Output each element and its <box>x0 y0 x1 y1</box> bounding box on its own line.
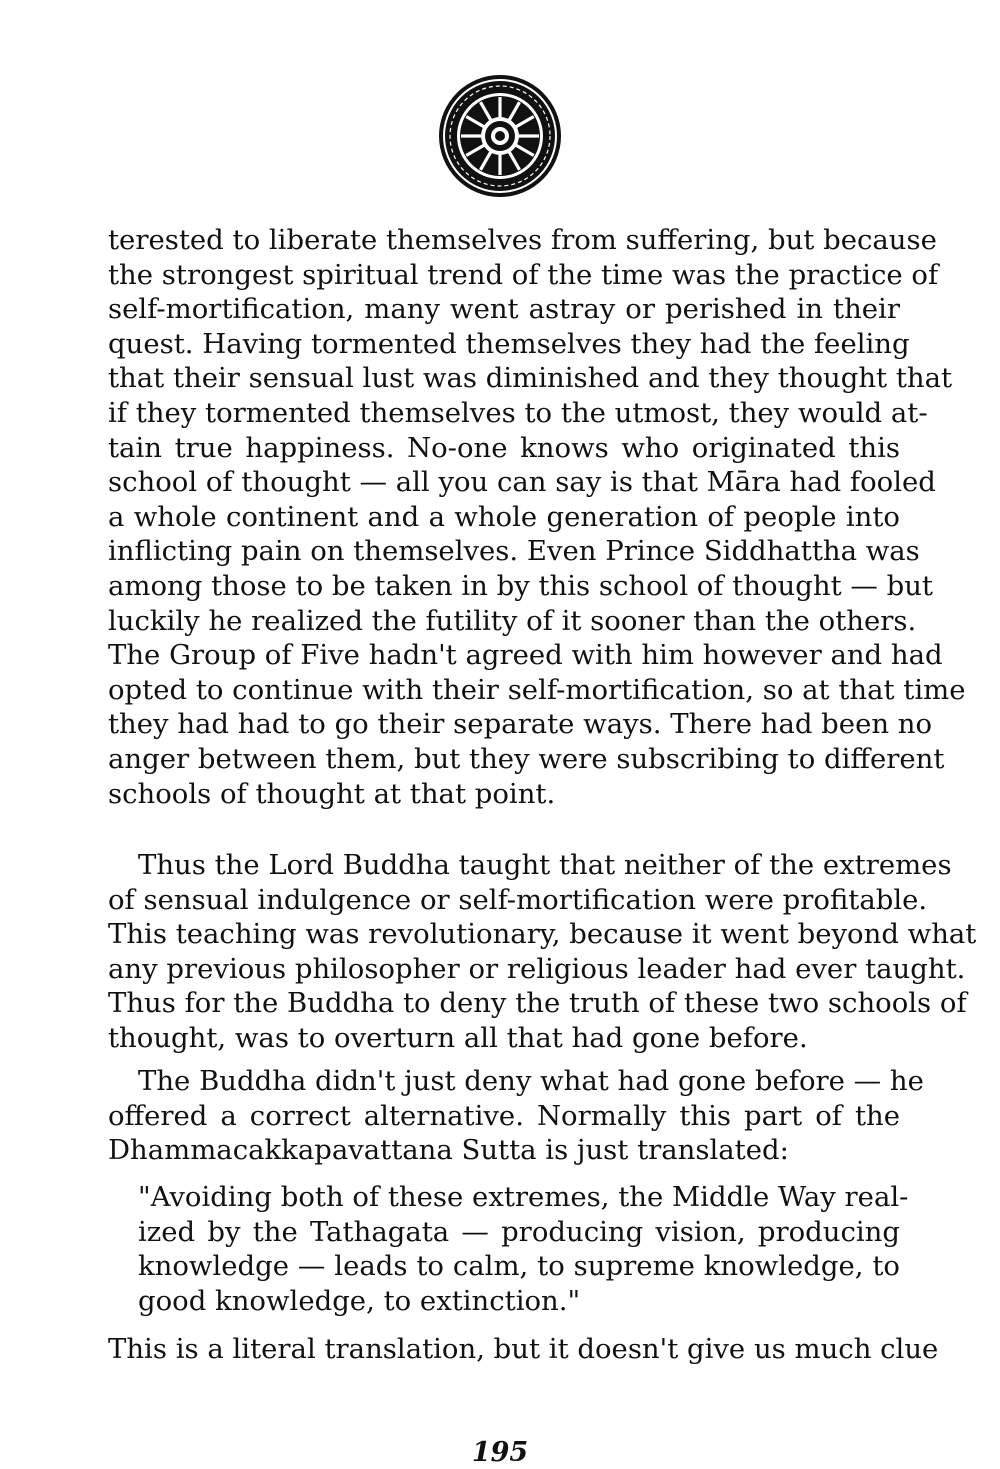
dharma-wheel-icon <box>436 72 564 200</box>
paragraph-2 <box>108 848 977 1056</box>
text-line: The Group of Five hadn't agreed with him however and had <box>108 639 943 672</box>
text-line: any previous philosopher or religious leader had ever taught. <box>108 952 966 985</box>
text-line: they had had to go their separate ways. There had been no <box>108 708 933 741</box>
text-line: opted to continue with their self-mortification, so at that time <box>108 673 966 706</box>
text-line: knowledge — leads to calm, to supreme knowledge, to <box>138 1250 900 1283</box>
text-line: of sensual indulgence or self-mortification were profitable. <box>108 883 928 916</box>
body-text <box>108 1064 924 1168</box>
paragraph-5 <box>108 1332 939 1367</box>
text-line: school of thought — all you can say is that Māra had fooled <box>108 466 936 499</box>
text-line: ized by the Tathagata — producing vision, producing <box>138 1215 900 1248</box>
text-line: terested to liberate themselves from suffering, but because <box>108 224 937 256</box>
text-line: Thus the Lord Buddha taught that neither of the extremes <box>138 849 952 881</box>
text-line: thought, was to overturn all that had gone before. <box>108 1021 808 1054</box>
text-line: Dhammacakkapavattana Sutta is just translated: <box>108 1134 789 1167</box>
body-text <box>108 848 977 1056</box>
text-line: good knowledge, to extinction." <box>138 1284 581 1317</box>
quote-paragraph <box>138 1180 909 1318</box>
text-line: among those to be taken in by this school of thought — but <box>108 569 933 602</box>
body-text <box>108 1332 939 1367</box>
text-line: quest. Having tormented themselves they had the feeling <box>108 327 910 360</box>
text-line: if they tormented themselves to the utmost, they would at- <box>108 396 928 429</box>
text-line: "Avoiding both of these extremes, the Middle Way real- <box>138 1181 909 1213</box>
text-line: inflicting pain on themselves. Even Prince Siddhattha was <box>108 535 920 568</box>
text-line: The Buddha didn't just deny what had gone before — he <box>138 1065 924 1097</box>
paragraph-1 <box>108 223 966 811</box>
text-line: self-mortification, many went astray or perished in their <box>108 293 900 326</box>
text-line: the strongest spiritual trend of the time was the practice of <box>108 258 939 291</box>
text-line: schools of thought at that point. <box>108 777 556 810</box>
text-line: This teaching was revolutionary, because it went beyond what <box>108 918 977 951</box>
block-quote <box>108 1180 909 1318</box>
text-line: offered a correct alternative. Normally this part of the <box>108 1099 900 1132</box>
text-line: This is a literal translation, but it doesn't give us much clue <box>108 1333 939 1365</box>
text-line: luckily he realized the futility of it sooner than the others. <box>108 604 917 637</box>
text-line: a whole continent and a whole generation of people into <box>108 500 900 533</box>
page-number: 195 <box>471 1437 529 1468</box>
text-line: tain true happiness. No-one knows who originated this <box>108 431 900 464</box>
body-text <box>108 223 966 811</box>
paragraph-3 <box>108 1064 924 1168</box>
text-line: Thus for the Buddha to deny the truth of these two schools of <box>108 987 967 1020</box>
text-line: that their sensual lust was diminished and they thought that <box>108 362 953 395</box>
text-line: anger between them, but they were subscribing to different <box>108 742 945 775</box>
